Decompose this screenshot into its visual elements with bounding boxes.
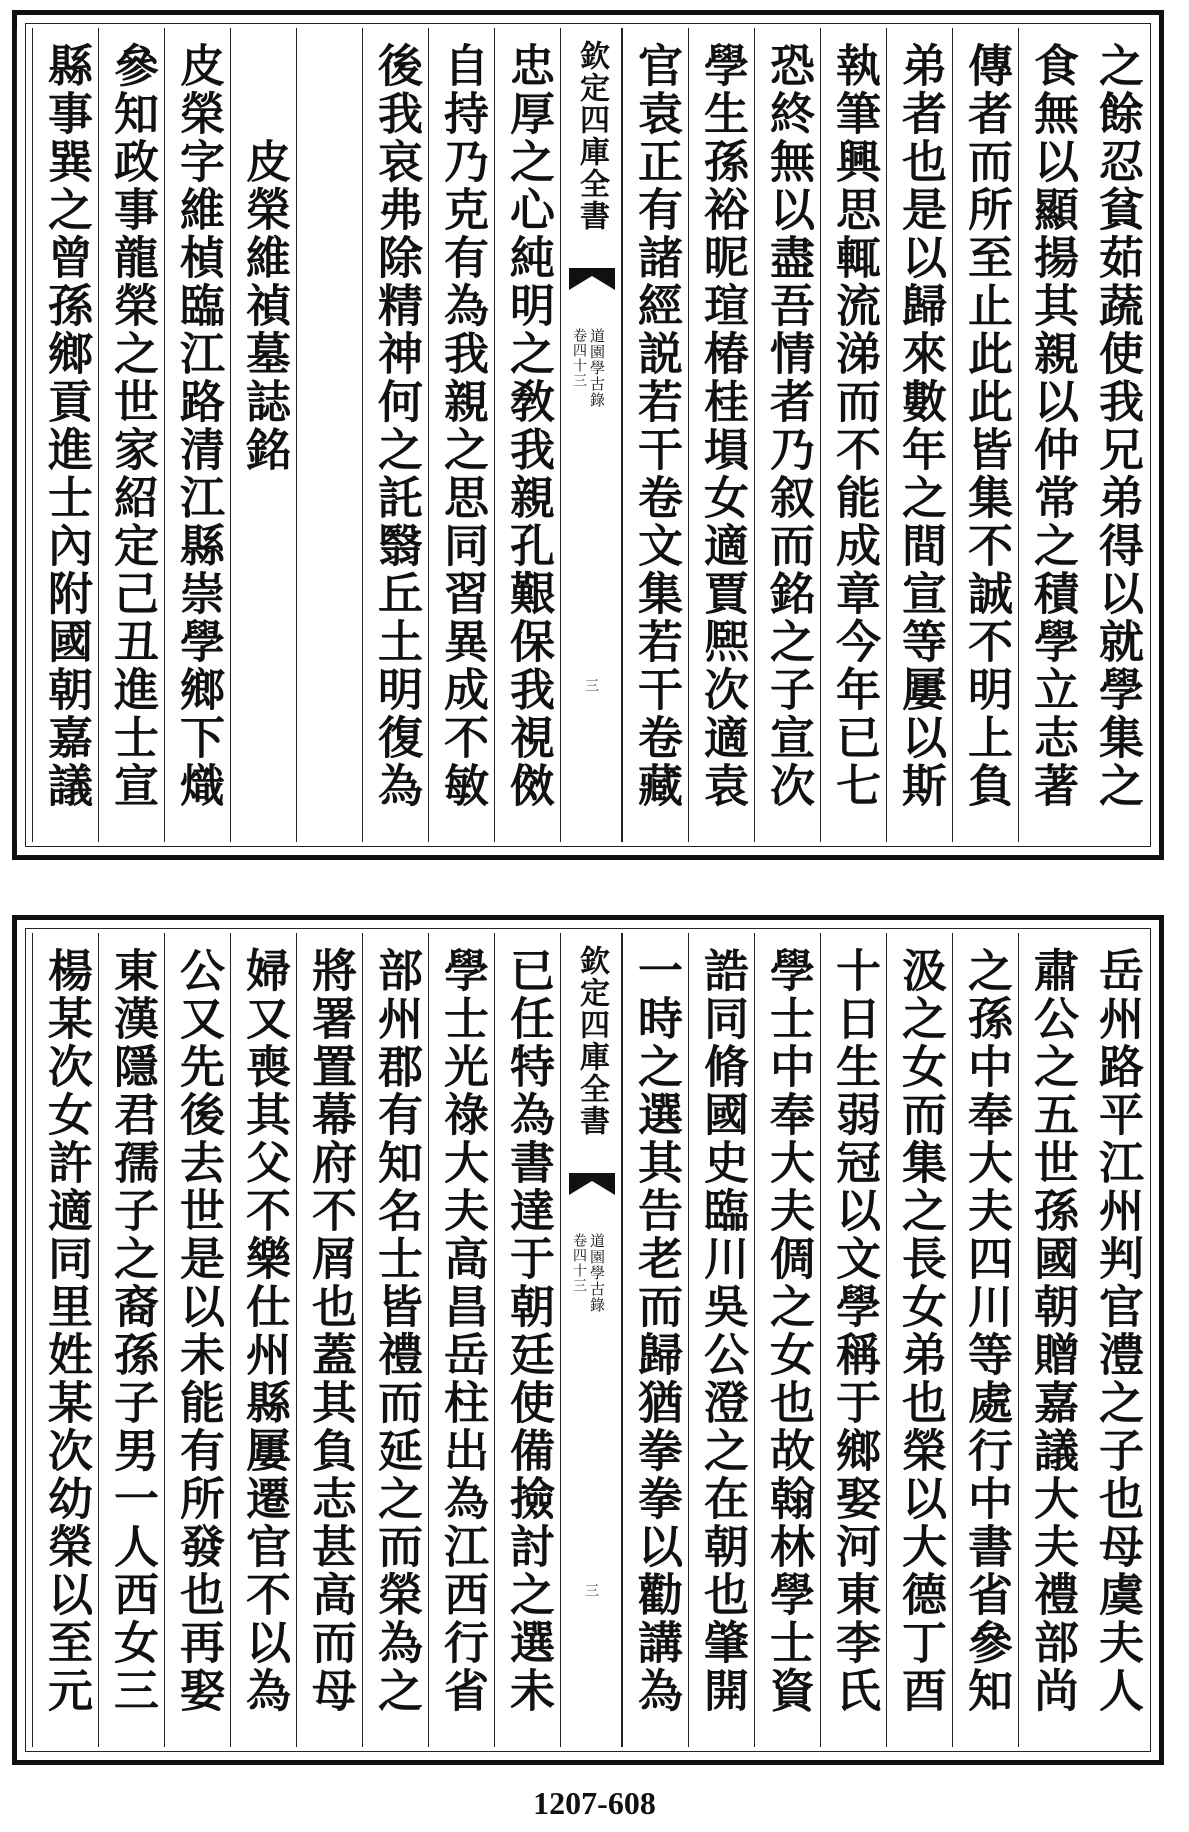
book-series-title: 欽定四庫全書 xyxy=(574,40,609,232)
text-column xyxy=(296,933,362,1747)
text-column xyxy=(98,28,164,842)
column-text: 縣事巽之曾孫鄉貢進士內附國朝嘉議 xyxy=(40,42,93,810)
text-column xyxy=(622,28,688,842)
page-panel-bottom xyxy=(12,915,1164,1765)
column-text: 已任特為書達于朝廷使備撿討之選未 xyxy=(502,947,555,1715)
text-column xyxy=(32,933,98,1747)
text-column xyxy=(296,28,362,842)
column-text: 恐終無以盡吾情者乃叙而銘之子宣次 xyxy=(762,42,815,810)
column-text: 食無以顯揚其親以仲常之積學立志著 xyxy=(1026,42,1079,810)
column-text: 自持乃克有為我親之思同習異成不敏 xyxy=(436,42,489,810)
text-column xyxy=(754,933,820,1747)
text-column xyxy=(688,28,754,842)
text-column xyxy=(230,28,296,842)
book-title: 道園學古錄 xyxy=(588,328,606,408)
column-text: 傳者而所至止此此皆集不誠不明上負 xyxy=(960,42,1013,810)
text-column xyxy=(428,28,494,842)
column-text: 之孫中奉大夫四川等處行中書省參知 xyxy=(960,947,1013,1715)
page-reference: 1207-608 xyxy=(533,1785,656,1821)
fishtail-mark-icon xyxy=(569,1173,615,1195)
text-column xyxy=(1084,933,1150,1747)
text-column xyxy=(952,933,1018,1747)
text-column xyxy=(494,933,560,1747)
column-text: 汲之女而集之長女弟也榮以大德丁酉 xyxy=(894,947,947,1715)
panel-frame xyxy=(25,23,1151,847)
text-column xyxy=(428,933,494,1747)
column-text: 岳州路平江州判官澧之子也母虞夫人 xyxy=(1091,947,1144,1715)
column-text: 後我哀弗除精神何之託翳丘土明復為 xyxy=(370,42,423,810)
column-text xyxy=(297,28,363,842)
panel-frame xyxy=(25,928,1151,1752)
column-text: 將署置幕府不屑也蓋其負志甚高而母 xyxy=(304,947,357,1715)
text-column xyxy=(820,28,886,842)
column-text: 一時之選其告老而歸猶拳拳以勸講為 xyxy=(630,947,683,1715)
column-text: 東漢隱君孺子之裔孫子男一人西女三 xyxy=(106,947,159,1715)
column-text: 肅公之五世孫國朝贈嘉議大夫禮部尚 xyxy=(1026,947,1079,1715)
fishtail-mark-icon xyxy=(569,268,615,290)
text-column xyxy=(1018,933,1084,1747)
book-series-title: 欽定四庫全書 xyxy=(574,945,609,1137)
column-text: 執筆興思輒流涕而不能成章今年已七 xyxy=(828,42,881,810)
text-column xyxy=(16,28,32,842)
column-text: 皮榮字維楨臨江路清江縣崇學鄉下熾 xyxy=(172,42,225,810)
text-column xyxy=(362,28,428,842)
column-text: 婦又喪其父不樂仕州縣屢遷官不以為 xyxy=(238,947,291,1715)
column-text: 學士光祿大夫高昌岳柱出為江西行省 xyxy=(436,947,489,1715)
text-column xyxy=(754,28,820,842)
text-column xyxy=(362,933,428,1747)
page-panel-top xyxy=(12,10,1164,860)
text-column xyxy=(1084,28,1150,842)
text-column xyxy=(164,28,230,842)
column-text: 參知政事龍榮之世家紹定己丑進士宣 xyxy=(106,42,159,810)
text-column xyxy=(98,933,164,1747)
column-text: 官袁正有諸經説若干卷文集若干卷藏 xyxy=(630,42,683,810)
text-column xyxy=(494,28,560,842)
column-text: 誥同脩國史臨川吳公澄之在朝也肇開 xyxy=(696,947,749,1715)
book-title: 道園學古錄 xyxy=(588,1233,606,1313)
page-number: 三 xyxy=(583,678,599,692)
text-column xyxy=(622,933,688,1747)
column-text: 弟者也是以歸來數年之間宣等屢以斯 xyxy=(894,42,947,810)
column-text: 十日生弱冠以文學稱于鄉娶河東李氏 xyxy=(828,947,881,1715)
volume-number: 卷四十三 xyxy=(571,328,587,388)
column-text: 公又先後去世是以未能有所發也再娶 xyxy=(172,947,225,1715)
text-column xyxy=(820,933,886,1747)
text-column xyxy=(164,933,230,1747)
text-column xyxy=(32,28,98,842)
text-column xyxy=(688,933,754,1747)
column-text: 之餘忍貧茹蔬使我兄弟得以就學集之 xyxy=(1091,42,1144,810)
epitaph-heading: 皮榮維禎墓誌銘 xyxy=(238,138,291,474)
column-text: 忠厚之心純明之敎我親孔艱保我視傚 xyxy=(502,42,555,810)
text-column xyxy=(886,28,952,842)
text-column xyxy=(1018,28,1084,842)
column-text: 部州郡有知名士皆禮而延之而榮為之 xyxy=(370,947,423,1715)
text-column xyxy=(886,933,952,1747)
column-text: 學生孫裕昵瑄椿桂塤女適賈熈次適袁 xyxy=(696,42,749,810)
volume-number: 卷四十三 xyxy=(571,1233,587,1293)
column-text: 學士中奉大夫倜之女也故翰林學士資 xyxy=(762,947,815,1715)
center-fold xyxy=(560,28,622,842)
page-number: 三 xyxy=(583,1583,599,1597)
text-column xyxy=(230,933,296,1747)
text-column xyxy=(952,28,1018,842)
center-fold xyxy=(560,933,622,1747)
column-text: 楊某次女許適同里姓某次幼榮以至元 xyxy=(40,947,93,1715)
